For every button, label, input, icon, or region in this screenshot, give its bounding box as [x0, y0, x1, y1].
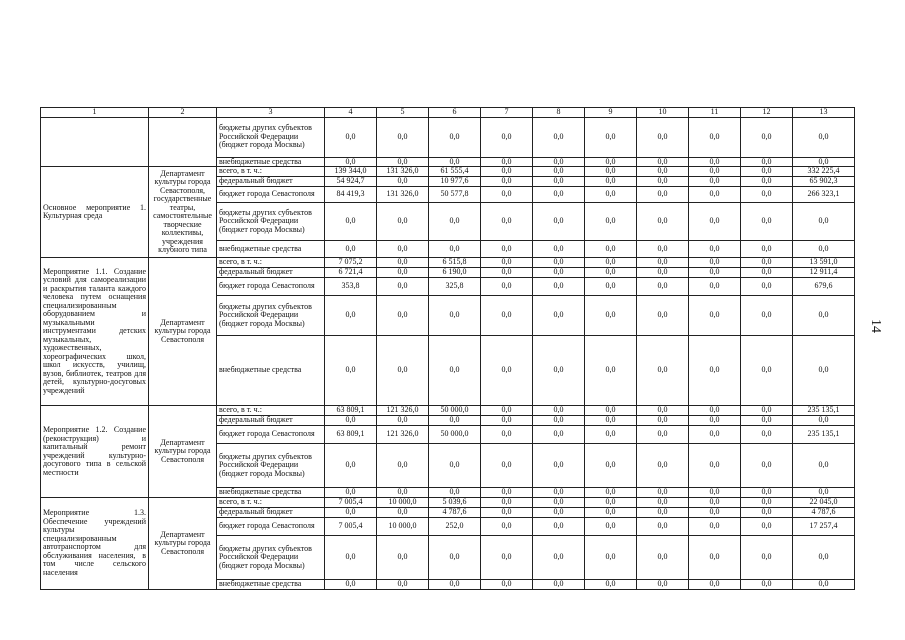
activity-name: Мероприятие 1.3. Обеспечение учреждений культуры специализированным автотранспортом для обслуживания населения, в том числе сельского населения — [41, 498, 149, 590]
value-cell: 0,0 — [637, 444, 689, 488]
value-cell: 0,0 — [325, 416, 377, 426]
value-cell: 0,0 — [325, 241, 377, 258]
value-cell: 0,0 — [377, 278, 429, 296]
value-cell: 0,0 — [533, 177, 585, 187]
value-cell: 0,0 — [377, 444, 429, 488]
value-cell: 0,0 — [377, 536, 429, 580]
value-cell: 0,0 — [637, 177, 689, 187]
value-cell: 0,0 — [741, 157, 793, 167]
value-cell: 0,0 — [689, 117, 741, 157]
value-cell: 0,0 — [533, 498, 585, 508]
table-row — [41, 498, 855, 508]
value-cell: 0,0 — [481, 416, 533, 426]
responsible-department: Департамент культуры города Севастополя — [149, 406, 217, 498]
responsible-department: Департамент культуры города Севастополя — [149, 498, 217, 590]
activity-name: Основное мероприятие 1. Культурная среда — [41, 167, 149, 258]
value-cell: 0,0 — [481, 187, 533, 203]
column-header: 1 — [41, 108, 149, 118]
column-header: 11 — [689, 108, 741, 118]
value-cell: 0,0 — [533, 416, 585, 426]
value-cell: 325,8 — [429, 278, 481, 296]
value-cell: 0,0 — [325, 157, 377, 167]
value-cell: 54 924,7 — [325, 177, 377, 187]
value-cell: 0,0 — [377, 241, 429, 258]
funding-source-label: бюджет города Севастополя — [217, 518, 325, 536]
value-cell: 0,0 — [377, 268, 429, 278]
value-cell: 0,0 — [793, 241, 855, 258]
value-cell: 6 190,0 — [429, 268, 481, 278]
value-cell: 0,0 — [325, 536, 377, 580]
value-cell: 0,0 — [481, 406, 533, 416]
funding-source-label: федеральный бюджет — [217, 416, 325, 426]
empty-cell — [41, 117, 149, 167]
value-cell: 0,0 — [533, 488, 585, 498]
budget-table-body — [41, 108, 855, 590]
value-cell: 0,0 — [741, 258, 793, 268]
value-cell: 0,0 — [793, 536, 855, 580]
value-cell: 0,0 — [325, 488, 377, 498]
value-cell: 0,0 — [481, 488, 533, 498]
value-cell: 63 809,1 — [325, 406, 377, 416]
value-cell: 0,0 — [637, 296, 689, 336]
funding-source-label: внебюджетные средства — [217, 580, 325, 590]
value-cell: 0,0 — [481, 117, 533, 157]
value-cell: 0,0 — [637, 258, 689, 268]
value-cell: 0,0 — [533, 518, 585, 536]
value-cell: 0,0 — [793, 580, 855, 590]
value-cell: 0,0 — [637, 416, 689, 426]
value-cell: 0,0 — [585, 258, 637, 268]
value-cell: 0,0 — [637, 498, 689, 508]
value-cell: 0,0 — [533, 167, 585, 177]
value-cell: 0,0 — [377, 580, 429, 590]
value-cell: 0,0 — [793, 336, 855, 406]
value-cell: 0,0 — [637, 268, 689, 278]
value-cell: 0,0 — [481, 580, 533, 590]
value-cell: 0,0 — [741, 241, 793, 258]
funding-source-label: бюджет города Севастополя — [217, 187, 325, 203]
value-cell: 0,0 — [585, 508, 637, 518]
value-cell: 0,0 — [585, 268, 637, 278]
value-cell: 17 257,4 — [793, 518, 855, 536]
header-row — [41, 108, 855, 118]
value-cell: 0,0 — [741, 488, 793, 498]
value-cell: 0,0 — [429, 536, 481, 580]
value-cell: 0,0 — [377, 117, 429, 157]
value-cell: 63 809,1 — [325, 426, 377, 444]
value-cell: 0,0 — [585, 416, 637, 426]
value-cell: 0,0 — [741, 296, 793, 336]
value-cell: 0,0 — [741, 167, 793, 177]
value-cell: 13 591,0 — [793, 258, 855, 268]
value-cell: 121 326,0 — [377, 406, 429, 416]
column-header: 12 — [741, 108, 793, 118]
page-number: 14 — [868, 319, 883, 333]
funding-source-label: бюджет города Севастополя — [217, 426, 325, 444]
value-cell: 0,0 — [585, 336, 637, 406]
value-cell: 121 326,0 — [377, 426, 429, 444]
value-cell: 0,0 — [533, 426, 585, 444]
responsible-department: Департамент культуры города Севастополя — [149, 258, 217, 406]
table-row — [41, 117, 855, 157]
value-cell: 0,0 — [637, 241, 689, 258]
value-cell: 0,0 — [637, 203, 689, 241]
value-cell: 0,0 — [793, 488, 855, 498]
column-header: 9 — [585, 108, 637, 118]
value-cell: 0,0 — [481, 508, 533, 518]
value-cell: 0,0 — [741, 336, 793, 406]
value-cell: 0,0 — [741, 278, 793, 296]
value-cell: 0,0 — [481, 167, 533, 177]
column-header: 3 — [217, 108, 325, 118]
value-cell: 0,0 — [429, 444, 481, 488]
value-cell: 22 045,0 — [793, 498, 855, 508]
value-cell: 0,0 — [377, 296, 429, 336]
value-cell: 0,0 — [533, 444, 585, 488]
column-header: 5 — [377, 108, 429, 118]
activity-name: Мероприятие 1.2. Создание (реконструкция) и капитальный ремонт учреждений культурно-досугового типа в сельской местности — [41, 406, 149, 498]
funding-source-label: внебюджетные средства — [217, 157, 325, 167]
column-header: 4 — [325, 108, 377, 118]
value-cell: 0,0 — [689, 518, 741, 536]
value-cell: 0,0 — [481, 426, 533, 444]
value-cell: 0,0 — [741, 508, 793, 518]
table-row — [41, 167, 855, 177]
value-cell: 0,0 — [377, 488, 429, 498]
value-cell: 0,0 — [481, 203, 533, 241]
value-cell: 7 005,4 — [325, 518, 377, 536]
value-cell: 0,0 — [741, 187, 793, 203]
value-cell: 0,0 — [637, 167, 689, 177]
value-cell: 0,0 — [325, 444, 377, 488]
value-cell: 0,0 — [793, 117, 855, 157]
value-cell: 0,0 — [377, 203, 429, 241]
column-header: 8 — [533, 108, 585, 118]
value-cell: 0,0 — [793, 416, 855, 426]
value-cell: 0,0 — [637, 536, 689, 580]
value-cell: 0,0 — [585, 187, 637, 203]
empty-cell — [149, 117, 217, 167]
value-cell: 0,0 — [741, 416, 793, 426]
value-cell: 0,0 — [585, 536, 637, 580]
value-cell: 0,0 — [481, 444, 533, 488]
value-cell: 0,0 — [325, 336, 377, 406]
value-cell: 0,0 — [533, 296, 585, 336]
value-cell: 0,0 — [481, 336, 533, 406]
value-cell: 0,0 — [637, 157, 689, 167]
value-cell: 0,0 — [585, 580, 637, 590]
value-cell: 0,0 — [533, 117, 585, 157]
value-cell: 0,0 — [689, 241, 741, 258]
value-cell: 0,0 — [533, 508, 585, 518]
value-cell: 10 977,6 — [429, 177, 481, 187]
value-cell: 0,0 — [741, 498, 793, 508]
value-cell: 0,0 — [637, 278, 689, 296]
value-cell: 0,0 — [637, 187, 689, 203]
value-cell: 0,0 — [585, 117, 637, 157]
value-cell: 0,0 — [637, 580, 689, 590]
value-cell: 0,0 — [377, 336, 429, 406]
value-cell: 0,0 — [637, 508, 689, 518]
value-cell: 0,0 — [481, 518, 533, 536]
value-cell: 0,0 — [585, 488, 637, 498]
value-cell: 0,0 — [689, 498, 741, 508]
value-cell: 0,0 — [585, 498, 637, 508]
value-cell: 0,0 — [689, 157, 741, 167]
value-cell: 0,0 — [741, 406, 793, 416]
value-cell: 0,0 — [533, 203, 585, 241]
value-cell: 0,0 — [481, 258, 533, 268]
budget-table-page — [40, 107, 855, 590]
funding-source-label: всего, в т. ч.: — [217, 167, 325, 177]
value-cell: 0,0 — [533, 278, 585, 296]
value-cell: 0,0 — [377, 177, 429, 187]
funding-source-label: федеральный бюджет — [217, 268, 325, 278]
value-cell: 131 326,0 — [377, 187, 429, 203]
value-cell: 0,0 — [481, 177, 533, 187]
value-cell: 50 577,8 — [429, 187, 481, 203]
value-cell: 0,0 — [741, 177, 793, 187]
value-cell: 0,0 — [741, 518, 793, 536]
value-cell: 0,0 — [377, 258, 429, 268]
value-cell: 0,0 — [689, 177, 741, 187]
value-cell: 0,0 — [741, 268, 793, 278]
funding-source-label: всего, в т. ч.: — [217, 406, 325, 416]
value-cell: 0,0 — [533, 157, 585, 167]
value-cell: 0,0 — [429, 488, 481, 498]
value-cell: 0,0 — [637, 336, 689, 406]
value-cell: 0,0 — [325, 203, 377, 241]
value-cell: 5 039,6 — [429, 498, 481, 508]
value-cell: 353,8 — [325, 278, 377, 296]
value-cell: 0,0 — [637, 488, 689, 498]
value-cell: 0,0 — [429, 336, 481, 406]
value-cell: 0,0 — [793, 157, 855, 167]
value-cell: 0,0 — [585, 426, 637, 444]
value-cell: 0,0 — [741, 536, 793, 580]
funding-source-label: бюджеты других субъектов Российской Федерации (бюджет города Москвы) — [217, 296, 325, 336]
value-cell: 0,0 — [429, 117, 481, 157]
value-cell: 0,0 — [481, 296, 533, 336]
value-cell: 235 135,1 — [793, 426, 855, 444]
value-cell: 0,0 — [585, 203, 637, 241]
value-cell: 0,0 — [533, 241, 585, 258]
value-cell: 50 000,0 — [429, 426, 481, 444]
funding-source-label: федеральный бюджет — [217, 177, 325, 187]
funding-source-label: всего, в т. ч.: — [217, 498, 325, 508]
value-cell: 84 419,3 — [325, 187, 377, 203]
value-cell: 0,0 — [689, 167, 741, 177]
value-cell: 0,0 — [689, 444, 741, 488]
value-cell: 0,0 — [741, 580, 793, 590]
value-cell: 0,0 — [637, 406, 689, 416]
column-header: 13 — [793, 108, 855, 118]
value-cell: 0,0 — [585, 444, 637, 488]
value-cell: 12 911,4 — [793, 268, 855, 278]
value-cell: 679,6 — [793, 278, 855, 296]
value-cell: 65 902,3 — [793, 177, 855, 187]
funding-source-label: бюджет города Севастополя — [217, 278, 325, 296]
value-cell: 0,0 — [585, 406, 637, 416]
value-cell: 0,0 — [325, 296, 377, 336]
value-cell: 0,0 — [793, 203, 855, 241]
value-cell: 0,0 — [689, 187, 741, 203]
activity-name: Мероприятие 1.1. Создание условий для самореализации и раскрытия таланта каждого человека путем оснащения специализированным оборудованием и музыкальными инструментами детских музыкальных, художественных, хореографических школ, школ искусств, училищ, вузов, библиотек, театров для детей, культурно-досуговых учреждений — [41, 258, 149, 406]
value-cell: 0,0 — [741, 117, 793, 157]
value-cell: 0,0 — [481, 241, 533, 258]
value-cell: 0,0 — [325, 508, 377, 518]
value-cell: 0,0 — [533, 268, 585, 278]
value-cell: 0,0 — [533, 258, 585, 268]
value-cell: 0,0 — [533, 336, 585, 406]
value-cell: 266 323,1 — [793, 187, 855, 203]
funding-source-label: внебюджетные средства — [217, 241, 325, 258]
value-cell: 0,0 — [689, 488, 741, 498]
value-cell: 0,0 — [585, 296, 637, 336]
value-cell: 10 000,0 — [377, 498, 429, 508]
value-cell: 0,0 — [429, 580, 481, 590]
funding-source-label: всего, в т. ч.: — [217, 258, 325, 268]
value-cell: 252,0 — [429, 518, 481, 536]
value-cell: 0,0 — [637, 518, 689, 536]
value-cell: 0,0 — [481, 278, 533, 296]
column-header: 6 — [429, 108, 481, 118]
value-cell: 0,0 — [637, 426, 689, 444]
value-cell: 0,0 — [585, 157, 637, 167]
value-cell: 0,0 — [533, 406, 585, 416]
value-cell: 0,0 — [377, 416, 429, 426]
value-cell: 7 075,2 — [325, 258, 377, 268]
column-header: 2 — [149, 108, 217, 118]
value-cell: 0,0 — [689, 580, 741, 590]
value-cell: 61 555,4 — [429, 167, 481, 177]
value-cell: 0,0 — [689, 416, 741, 426]
value-cell: 0,0 — [689, 278, 741, 296]
funding-source-label: бюджеты других субъектов Российской Федерации (бюджет города Москвы) — [217, 203, 325, 241]
value-cell: 50 000,0 — [429, 406, 481, 416]
column-header: 10 — [637, 108, 689, 118]
value-cell: 0,0 — [533, 580, 585, 590]
value-cell: 0,0 — [429, 296, 481, 336]
value-cell: 0,0 — [325, 117, 377, 157]
table-row — [41, 258, 855, 268]
value-cell: 0,0 — [585, 278, 637, 296]
funding-source-label: внебюджетные средства — [217, 488, 325, 498]
value-cell: 0,0 — [689, 203, 741, 241]
value-cell: 0,0 — [429, 416, 481, 426]
value-cell: 0,0 — [429, 241, 481, 258]
value-cell: 0,0 — [481, 157, 533, 167]
column-header: 7 — [481, 108, 533, 118]
value-cell: 0,0 — [689, 296, 741, 336]
value-cell: 0,0 — [741, 444, 793, 488]
value-cell: 4 787,6 — [793, 508, 855, 518]
budget-table — [40, 107, 855, 590]
value-cell: 6 515,8 — [429, 258, 481, 268]
value-cell: 0,0 — [585, 241, 637, 258]
value-cell: 0,0 — [377, 508, 429, 518]
value-cell: 0,0 — [533, 536, 585, 580]
value-cell: 0,0 — [585, 167, 637, 177]
value-cell: 0,0 — [741, 426, 793, 444]
value-cell: 0,0 — [481, 536, 533, 580]
value-cell: 332 225,4 — [793, 167, 855, 177]
value-cell: 7 005,4 — [325, 498, 377, 508]
value-cell: 0,0 — [689, 258, 741, 268]
value-cell: 139 344,0 — [325, 167, 377, 177]
funding-source-label: бюджеты других субъектов Российской Федерации (бюджет города Москвы) — [217, 117, 325, 157]
funding-source-label: внебюджетные средства — [217, 336, 325, 406]
value-cell: 0,0 — [689, 406, 741, 416]
value-cell: 235 135,1 — [793, 406, 855, 416]
value-cell: 0,0 — [689, 268, 741, 278]
value-cell: 4 787,6 — [429, 508, 481, 518]
value-cell: 131 326,0 — [377, 167, 429, 177]
value-cell: 0,0 — [481, 498, 533, 508]
value-cell: 0,0 — [429, 203, 481, 241]
value-cell: 6 721,4 — [325, 268, 377, 278]
value-cell: 0,0 — [793, 444, 855, 488]
value-cell: 0,0 — [793, 296, 855, 336]
value-cell: 0,0 — [481, 268, 533, 278]
value-cell: 0,0 — [533, 187, 585, 203]
value-cell: 0,0 — [377, 157, 429, 167]
value-cell: 10 000,0 — [377, 518, 429, 536]
value-cell: 0,0 — [689, 508, 741, 518]
value-cell: 0,0 — [689, 426, 741, 444]
value-cell: 0,0 — [585, 518, 637, 536]
funding-source-label: федеральный бюджет — [217, 508, 325, 518]
table-row — [41, 406, 855, 416]
value-cell: 0,0 — [325, 580, 377, 590]
funding-source-label: бюджеты других субъектов Российской Федерации (бюджет города Москвы) — [217, 536, 325, 580]
value-cell: 0,0 — [637, 117, 689, 157]
value-cell: 0,0 — [689, 336, 741, 406]
funding-source-label: бюджеты других субъектов Российской Федерации (бюджет города Москвы) — [217, 444, 325, 488]
value-cell: 0,0 — [585, 177, 637, 187]
value-cell: 0,0 — [429, 157, 481, 167]
value-cell: 0,0 — [689, 536, 741, 580]
value-cell: 0,0 — [741, 203, 793, 241]
responsible-department: Департамент культуры города Севастополя, государственные театры, самостоятельные творческие коллективы, учреждения клубного типа — [149, 167, 217, 258]
